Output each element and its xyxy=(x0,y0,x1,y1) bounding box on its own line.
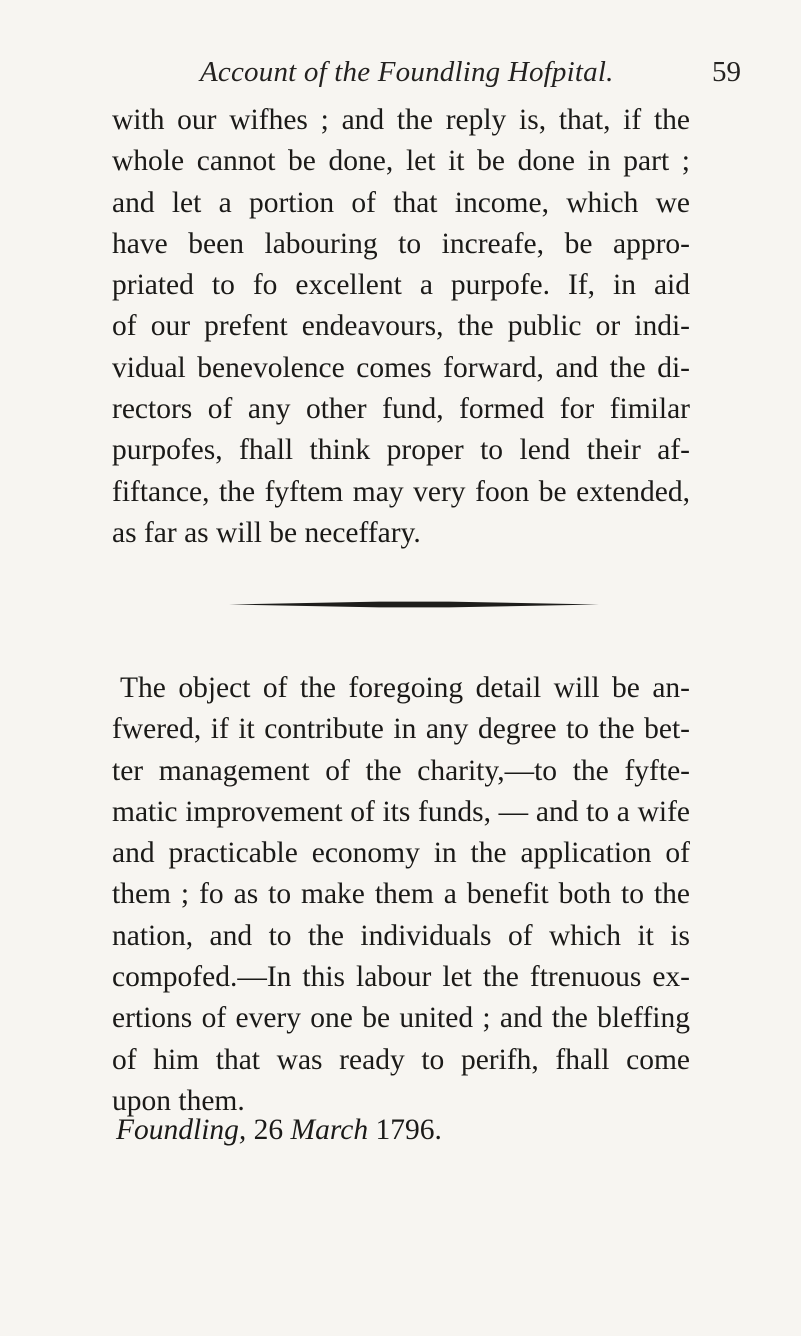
text-line: compofed.—In this labour let the ftrenuous ex- xyxy=(112,961,690,994)
running-head-title: Account of the Foundling Hofpital. xyxy=(200,56,614,88)
ornamental-rule xyxy=(229,601,599,608)
dateline-year: 1796. xyxy=(375,1114,442,1146)
text-line: upon them. xyxy=(112,1084,245,1117)
text-line: matic improvement of its funds, — and to a wife xyxy=(112,795,690,828)
text-line: purpofes, fhall think proper to lend their af- xyxy=(112,434,690,467)
text-line: whole cannot be done, let it be done in part ; xyxy=(112,145,690,178)
text-line: of him that was ready to perifh, fhall come xyxy=(112,1043,690,1076)
text-line: and let a portion of that income, which we xyxy=(112,186,690,219)
text-line: of our prefent endeavours, the public or indi- xyxy=(112,310,690,343)
text-line: vidual benevolence comes forward, and the di- xyxy=(112,351,690,384)
rule-ornament-icon xyxy=(229,601,599,608)
text-line: priated to fo excellent a purpofe. If, in aid xyxy=(112,269,690,302)
text-line: ter management of the charity,—to the fyfte- xyxy=(112,754,690,787)
text-line: have been labouring to increafe, be appro- xyxy=(112,227,690,260)
text-line: with our wifhes ; and the reply is, that, if the xyxy=(112,104,690,136)
text-line: fiftance, the fyftem may very foon be extended, xyxy=(112,475,690,508)
paragraph-2 xyxy=(112,668,690,1122)
page-number: 59 xyxy=(712,56,741,88)
dateline xyxy=(116,1114,442,1147)
text-line: and practicable economy in the application of xyxy=(112,837,690,870)
dateline-month: March xyxy=(290,1114,369,1146)
text-line: nation, and to the individuals of which it is xyxy=(112,919,690,952)
text-line: them ; fo as to make them a benefit both to the xyxy=(112,878,690,911)
dateline-day: 26 xyxy=(253,1114,284,1146)
text-line: rectors of any other fund, formed for fimilar xyxy=(112,393,690,426)
paragraph-1 xyxy=(112,100,690,554)
text-line: fwered, if it contribute in any degree to the bet- xyxy=(112,713,690,746)
text-line: ertions of every one be united ; and the bleffing xyxy=(112,1002,690,1035)
text-line: as far as will be neceffary. xyxy=(112,516,421,549)
text-line: The object of the foregoing detail will be an- xyxy=(120,672,690,704)
dateline-place: Foundling, xyxy=(116,1114,247,1146)
